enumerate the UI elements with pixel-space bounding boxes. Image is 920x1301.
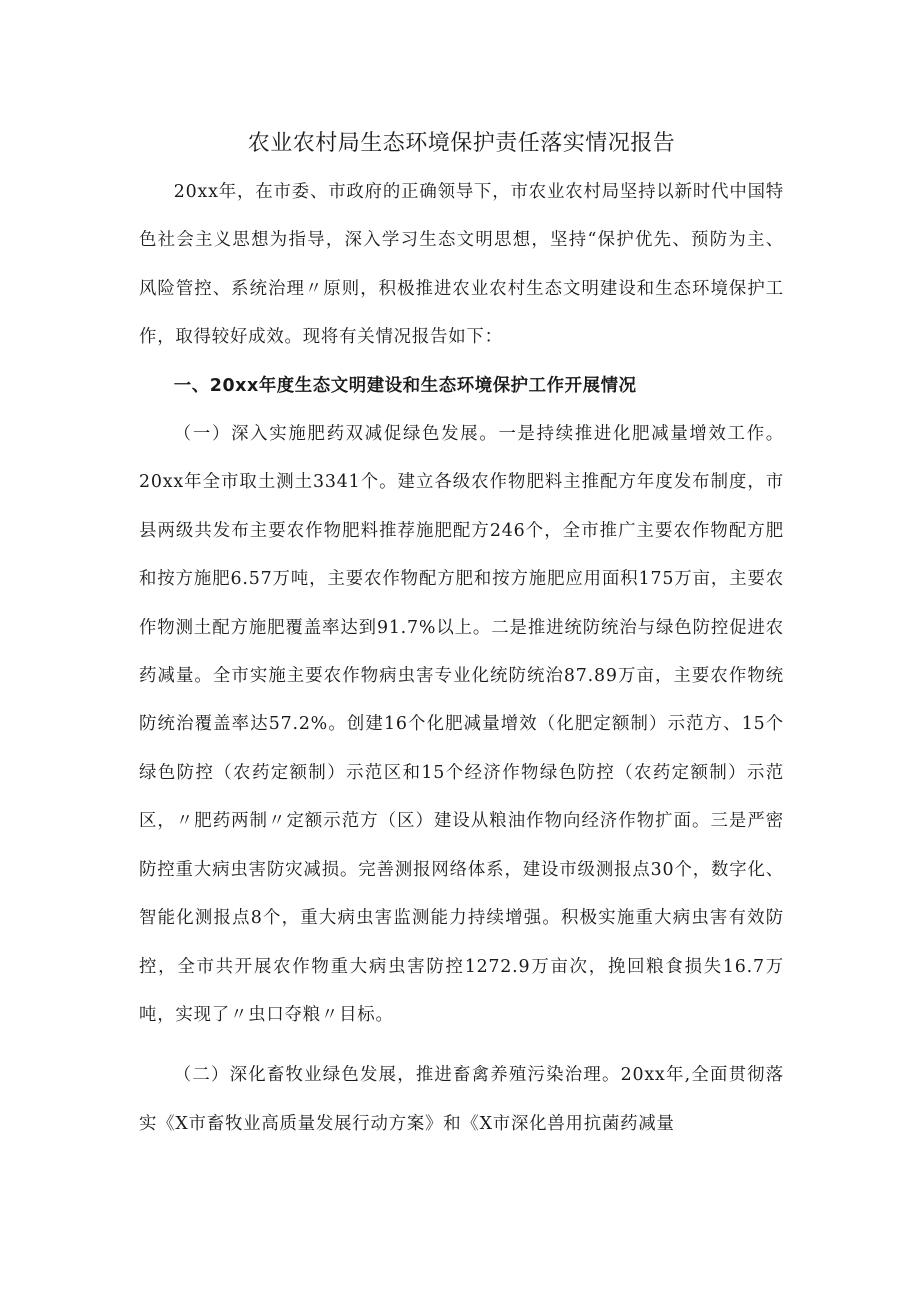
document-page [139,120,784,1148]
section-heading: 一、20xx年度生态文明建设和生态环境保护工作开展情况 [173,375,637,396]
body-paragraph: （一）深入实施肥药双减促绿色发展。一是持续推进化肥减量增效工作。20xx年全市取土测土3341个。建立各级农作物肥料主推配方年度发布制度，市县两级共发布主要农作物肥料推荐施肥配方246个，全市推广主要农作物配方肥和按方施肥6.57万吨，主要农作物配方肥和按方施肥应用面积175万亩，主要农作物测土配方施肥覆盖率达到91.7%以上。二是推进统防统治与绿色防控促进农药减量。全市实施主要农作物病虫害专业化统防统治87.89万亩，主要农作物统防统治覆盖率达57.2%。创建16个化肥减量增效（化肥定额制）示范方、15个绿色防控（农药定额制）示范区和15个经济作物绿色防控（农药定额制）示范区，〃肥药两制〃定额示范方（区）建设从粮油作物向经济作物扩面。三是严密防控重大病虫害防灾减损。完善测报网络体系，建设市级测报点30个，数字化、智能化测报点8个，重大病虫害监测能力持续增强。积极实施重大病虫害有效防控，全市共开展农作物重大病虫害防控1272.9万亩次，挽回粮食损失16.7万吨，实现了〃虫口夺粮〃目标。 [139,424,784,1025]
document-title: 农业农村局生态环境保护责任落实情况报告 [247,131,676,156]
body-paragraph: （二）深化畜牧业绿色发展，推进畜禽养殖污染治理。20xx年,全面贯彻落实《X市畜牧业高质量发展行动方案》和《X市深化兽用抗菌药减量 [139,1065,784,1134]
intro-paragraph: 20xx年，在市委、市政府的正确领导下，市农业农村局坚持以新时代中国特色社会主义思想为指导，深入学习生态文明思想，坚持“保护优先、预防为主、风险管控、系统治理〃原则，积极推进农业农村生态文明建设和生态环境保护工作，取得较好成效。现将有关情况报告如下： [139,182,784,348]
